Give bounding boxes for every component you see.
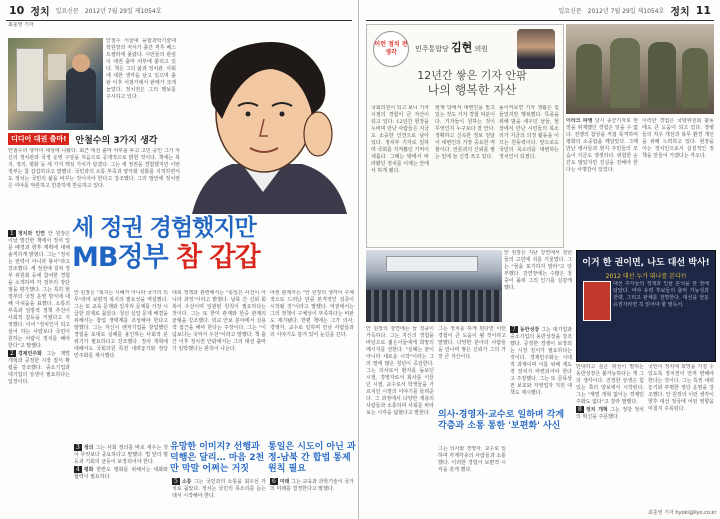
author-org: 민주통합당 bbox=[415, 45, 449, 53]
footer-email: 최훈영 기자 hyoki@ilyo.co.kr bbox=[648, 510, 717, 516]
pull-quote-2: 통일은 시도이 아닌 과정-남북 간 합법 통제 원칙 필요 bbox=[268, 442, 356, 474]
issue-info-right: 2012년 7월 29일 제1054호 bbox=[587, 7, 665, 15]
page-number-right: 11 bbox=[695, 3, 711, 17]
intro-text: 안철수 서울대 융합과학기술대학원장의 저서가 출간 직후 베스트셀러에 올랐다. 시민들의 관심이 대권 출마 여부에 쏠리고 있다. 책은 그의 삶과 정치관, 사회에 대한 생각을 담고 있으며 출판 이후 서점가에서 판매가 크게 늘었다. 정치권은 그의 행보를 주시하고 있다. bbox=[106, 38, 176, 100]
photo-banner: 디디어 대권 출마! bbox=[8, 133, 69, 145]
column-text-2: 현재 당에서 대변인을 맡고 있는 것도 기자 경험 덕분이다. 기자들이 원하는 것이 무엇인지 누구보다 잘 안다. 정확하고 신속한 정보 전달이 대변인의 가장 중요한 역할이다. 언론과의 신뢰를 쌓는 일에 늘 신경 쓰고 있다. bbox=[435, 105, 495, 160]
author-suffix: 의원 bbox=[474, 45, 489, 53]
right-article-text-1: 이라크 파병 당시 종군기자로 현장을 취재했던 경험은 잊을 수 없다. 전쟁의 참상을 직접 목격하며 평화의 소중함을 깨달았다. 그때 만난 병사들과 현지 주민들의 모습이 지금도 생생하다. 위험한 순간도 많았지만 진실을 전해야 한다는 사명감이 있었다. bbox=[566, 118, 638, 173]
headline-red: 참 갑갑 bbox=[176, 242, 260, 273]
author-photo bbox=[517, 29, 555, 69]
right-lower-text-6: 국민이 정치에 희망을 가질 수 있도록 정치권이 먼저 변해야 한다는 것이다. 그는 특권 내려놓기와 투명한 정당 운영을 강조했다. 안 원장의 이런 생각이 향후 대선 정국에 어떤 영향을 미칠지 주목된다. bbox=[648, 364, 714, 412]
column-3-text: 대북 정책과 관련해서는 "통일은 사건이 아니라 과정"이라고 밝혔다. 남북 간 신뢰 회복이 우선이며 일관된 원칙이 필요하다는 것이다. 그는 또 한미 관계와 한중 관계의 균형을 강조했다. 외교 안보 분야에서 실용적 접근을 해야 한다는 주장이다. 그는 "이념보다는 국익이 우선"이라고 말했다. 책 출간 이후 정치권 안팎에서는 그의 대선 출마가 임박했다는 관측이 나온다. bbox=[172, 290, 266, 352]
right-lower-text-1: 안 원장의 강연에는 늘 청중이 가득하다. 그는 자신의 경험을 바탕으로 젊은이들에게 희망의 메시지를 전한다. "실패는 끝이 아니라 새로운 시작"이라는 그의 말에 많은 청년이 공감한다. 그는 의사로서 환자를 돌보던 시절, 경영자로서 회사를 이끌던 시절, 교수로서 학생들을 가르치던 시절의 이야기를 들려준다. 그 과정에서 다양한 계층의 사람들과 소통하며 사회를 바라보는 시각을 넓혔다고 말한다. bbox=[366, 326, 434, 416]
book-ad-box bbox=[576, 250, 716, 362]
caricature-illustration bbox=[172, 24, 354, 214]
ad-title: 이거 한 권이면, 나도 대선 박사! bbox=[582, 258, 710, 268]
column-headline-2: 나의 행복한 자산 bbox=[427, 83, 517, 97]
column-headline bbox=[387, 69, 557, 98]
column-badge: 이런 정치 전 생각 bbox=[373, 31, 409, 67]
issue-info: 2012년 7월 29일 제1054호 bbox=[84, 7, 162, 15]
left-column-text: 1 정치와 인연 안 원장은 이날 발간한 책에서 정치 입문 배경과 향후 계획에 대해 솔직하게 밝혔다. 그는 "정치는 권력이 아니라 봉사"라고 강조했다. 세 정권에 걸쳐 정부 위원회 등에 참여한 경험을 소개하며 각 정부의 장단점을 평가했다. 그는 특히 현 정부의 국정 운영 방식에 대해 아쉬움을 표했다. 소통의 부족과 일방적 정책 추진이 사회적 갈등을 키웠다고 지적했다. 이어 "정치인이 되고 싶어 하는 사람보다 국민이 원하는 사람이 정치를 해야 한다"고 말했다. 2 경제민주화 그는 재벌 개혁과 공정한 시장 질서 확립을 강조했다. 중소기업과 대기업의 상생이 필요하다는 입장이다. bbox=[8, 230, 70, 385]
section-name-right: 정치 bbox=[670, 6, 690, 18]
right-article-text-3: 안 원장은 지난 강연에서 청년들의 고민에 귀를 기울였다. 그는 "꿈을 포기하지 말라"고 당부했다. 강연장에는 수많은 청중이 몰려 그의 인기를 실감케 했다. bbox=[504, 250, 572, 291]
photo-banner-row bbox=[8, 132, 180, 146]
bookstore-photo bbox=[8, 38, 103, 130]
right-lower-text-4: 7 동반성장 그는 대기업과 중소기업의 동반성장을 강조했다. 공정한 경쟁이 보장되는 시장 질서가 필요하다는 것이다. 경제민주화는 시대적 과제이며 이를 위해 제도적 장치가 마련되어야 한다고 주장했다. 그는 또 골목상권 보호와 자영업자 지원 대책도 제시했다. bbox=[510, 326, 572, 396]
column-lower-2: 3 정의 그는 사회 정의를 바로 세우는 것이 무엇보다 중요하다고 말했다. 법 앞의 평등과 기회의 균등이 보장되어야 한다. 4 평화 한반도 평화를 위해서는 대화와 협력이 필요하다. bbox=[74, 444, 168, 480]
pull-quote-1: 유망한 이미지? 선행과 덕행은 달리… 마음 2천만 막말 어쩌는 거짓 bbox=[170, 442, 265, 474]
photo-caption: 안철수의 3가지 생각 bbox=[75, 135, 158, 146]
column-box bbox=[366, 24, 564, 248]
right-lower-text-3: 그는 의사와 경영자, 교수로 일하며 각계각층의 사람들과 소통했다. 이러한 경험이 보편적 시각을 갖게 했다. bbox=[438, 446, 506, 473]
right-page-header bbox=[366, 0, 714, 21]
ad-text: 대선 주자들의 정책과 인물 분석을 한 권에 담았다. 여야 유력 후보들의 출마 가능성과 전략, 그리고 판세를 전망한다. 대선을 앞둔 유권자라면 꼭 읽어야 할 필독서. bbox=[613, 281, 709, 308]
right-lower-text-2: 그는 정치를 하게 된다면 이런 경험이 큰 도움이 될 것이라고 말했다. 다양한 분야의 사람들을 만나며 쌓은 신뢰가 그의 가장 큰 자산이다. bbox=[438, 326, 506, 360]
section-name: 정치 bbox=[30, 6, 50, 18]
soldiers-photo bbox=[566, 24, 714, 114]
column-4-text: 야권 관계자는 "안 원장의 생각이 구체적으로 드러난 만큼 본격적인 검증이 시작될 것"이라고 말했다. 여권에서는 그의 정책이 구체성이 부족하다는 비판도 제기됐다. 한편 책에는 그가 의사, 경영자, 교수로 일하며 만난 사람들과의 이야기도 담겨 있어 눈길을 끈다. bbox=[270, 290, 354, 338]
headline-mb: MB정부 bbox=[72, 242, 168, 273]
author-name: 김현 bbox=[451, 41, 473, 54]
right-page bbox=[360, 0, 720, 519]
book-cover bbox=[583, 281, 611, 321]
column-lower-4: 6 미래 그는 교육과 과학기술이 국가의 미래를 결정한다고 말했다. bbox=[270, 478, 354, 492]
column-headline-1: 12년간 쌓은 기자 안팎 bbox=[417, 69, 527, 82]
author-line bbox=[415, 39, 488, 55]
audience-photo bbox=[366, 250, 502, 322]
page-number: 10 bbox=[9, 3, 25, 17]
left-page-header bbox=[6, 0, 352, 21]
column-text-1: 국회의원이 되고 보니 기자 시절의 경험이 큰 자산이 되고 있다. 12년간 현장을 누비며 만난 사람들은 지금도 소중한 인연으로 남아 있다. 정치부 기자로 일하며 국회를 지켜봤던 기억이 새롭다. 그때는 밖에서 바라봤던 정치를 이제는 안에서 하게 됐다. bbox=[371, 105, 429, 174]
ad-subtitle: 2012 대선 누가 뛰나를 본다?! bbox=[605, 273, 687, 280]
column-2-text: 안 원장은 "복지는 시혜가 아니라 국가의 의무"라며 보편적 복지의 필요성을 역설했다. 그는 또 교육 문제와 일자리 문제를 가장 시급한 과제로 꼽았다. 청년 실업 문제 해결을 위해서는 창업 생태계를 조성해야 한다고 말했다. 그는 자신이 벤처기업을 창업했던 경험을 토대로 실패를 용인하는 사회적 분위기가 필요하다고 강조했다. 정치 개혁에 대해서도 국회의원 특권 내려놓기와 정당 민주화를 제시했다. bbox=[74, 290, 168, 359]
headline-line-2 bbox=[72, 242, 358, 274]
byline: 최훈영 기자 bbox=[8, 22, 34, 28]
column-lower-3: 5 소통 그는 국민과의 소통을 최우선 가치로 꼽았다. 정치는 국민의 목소리를 듣는 데서 시작해야 한다. bbox=[172, 478, 266, 499]
lead-text: 안철수의 생각이 세상에 나왔다. 최근 대선 출마 여부를 두고 고민 중인 그가 자신의 정치관과 국정 운영 구상을 처음으로 공개적으로 밝힌 것이다. 책에는 복지, 정의, 평화 등 세 가지 핵심 가치가 담겼다. 그는 세 정권을 경험했지만 이번 정부는 참 갑갑하다고 말했다. 국민과의 소통 부족과 양극화 심화를 지적하면서도 정치는 국민의 삶을 바꾸는 것이어야 한다고 강조했다. 그의 발언에 정치권은 여야를 막론하고 민감하게 반응하고 있다. bbox=[8, 148, 180, 189]
main-headline bbox=[72, 214, 358, 274]
right-article-text-2: 이러한 경험은 국방위원회 활동에도 큰 도움이 되고 있다. 장병들의 처우 개선과 복무 환경 개선을 위해 노력하고 있다. 현장을 아는 정치인으로서 실질적인 정책을 만들어 가겠다는 각오다. bbox=[642, 118, 714, 159]
paper-name-right: 일요신문 bbox=[558, 7, 582, 15]
right-lower-heading: 의사·경영자·교수로 일하며 각계각층과 소통 통한 '보편화' 사신 bbox=[438, 410, 565, 431]
right-lower-text-5: 반대하고 싶은 위성이 말하는 동반성장은 불가능하다는 게 그의 생각이다. 진정한 상생은 힘 있는 쪽의 양보에서 시작된다. 그는 "재벌 개혁 없이는 경제민주화도 없다"고 잘라 말했다. 8 정치 개혁 그는 정당 정치의 혁신을 주문했다. bbox=[576, 364, 644, 420]
paper-name: 일요신문 bbox=[55, 7, 79, 15]
left-page bbox=[0, 0, 359, 519]
headline-line-1: 세 정권 경험했지만 bbox=[72, 215, 256, 241]
column-text-3: 돌이켜보면 기자 생활은 힘들었지만 행복했다. 특종을 위해 밤을 새우던 날들, 현장에서 만난 시민들의 목소리가 지금의 의정 활동을 이끄는 원동력이다. 앞으로도 국민의 목소리를 대변하는 정치인이 되겠다. bbox=[499, 105, 559, 160]
